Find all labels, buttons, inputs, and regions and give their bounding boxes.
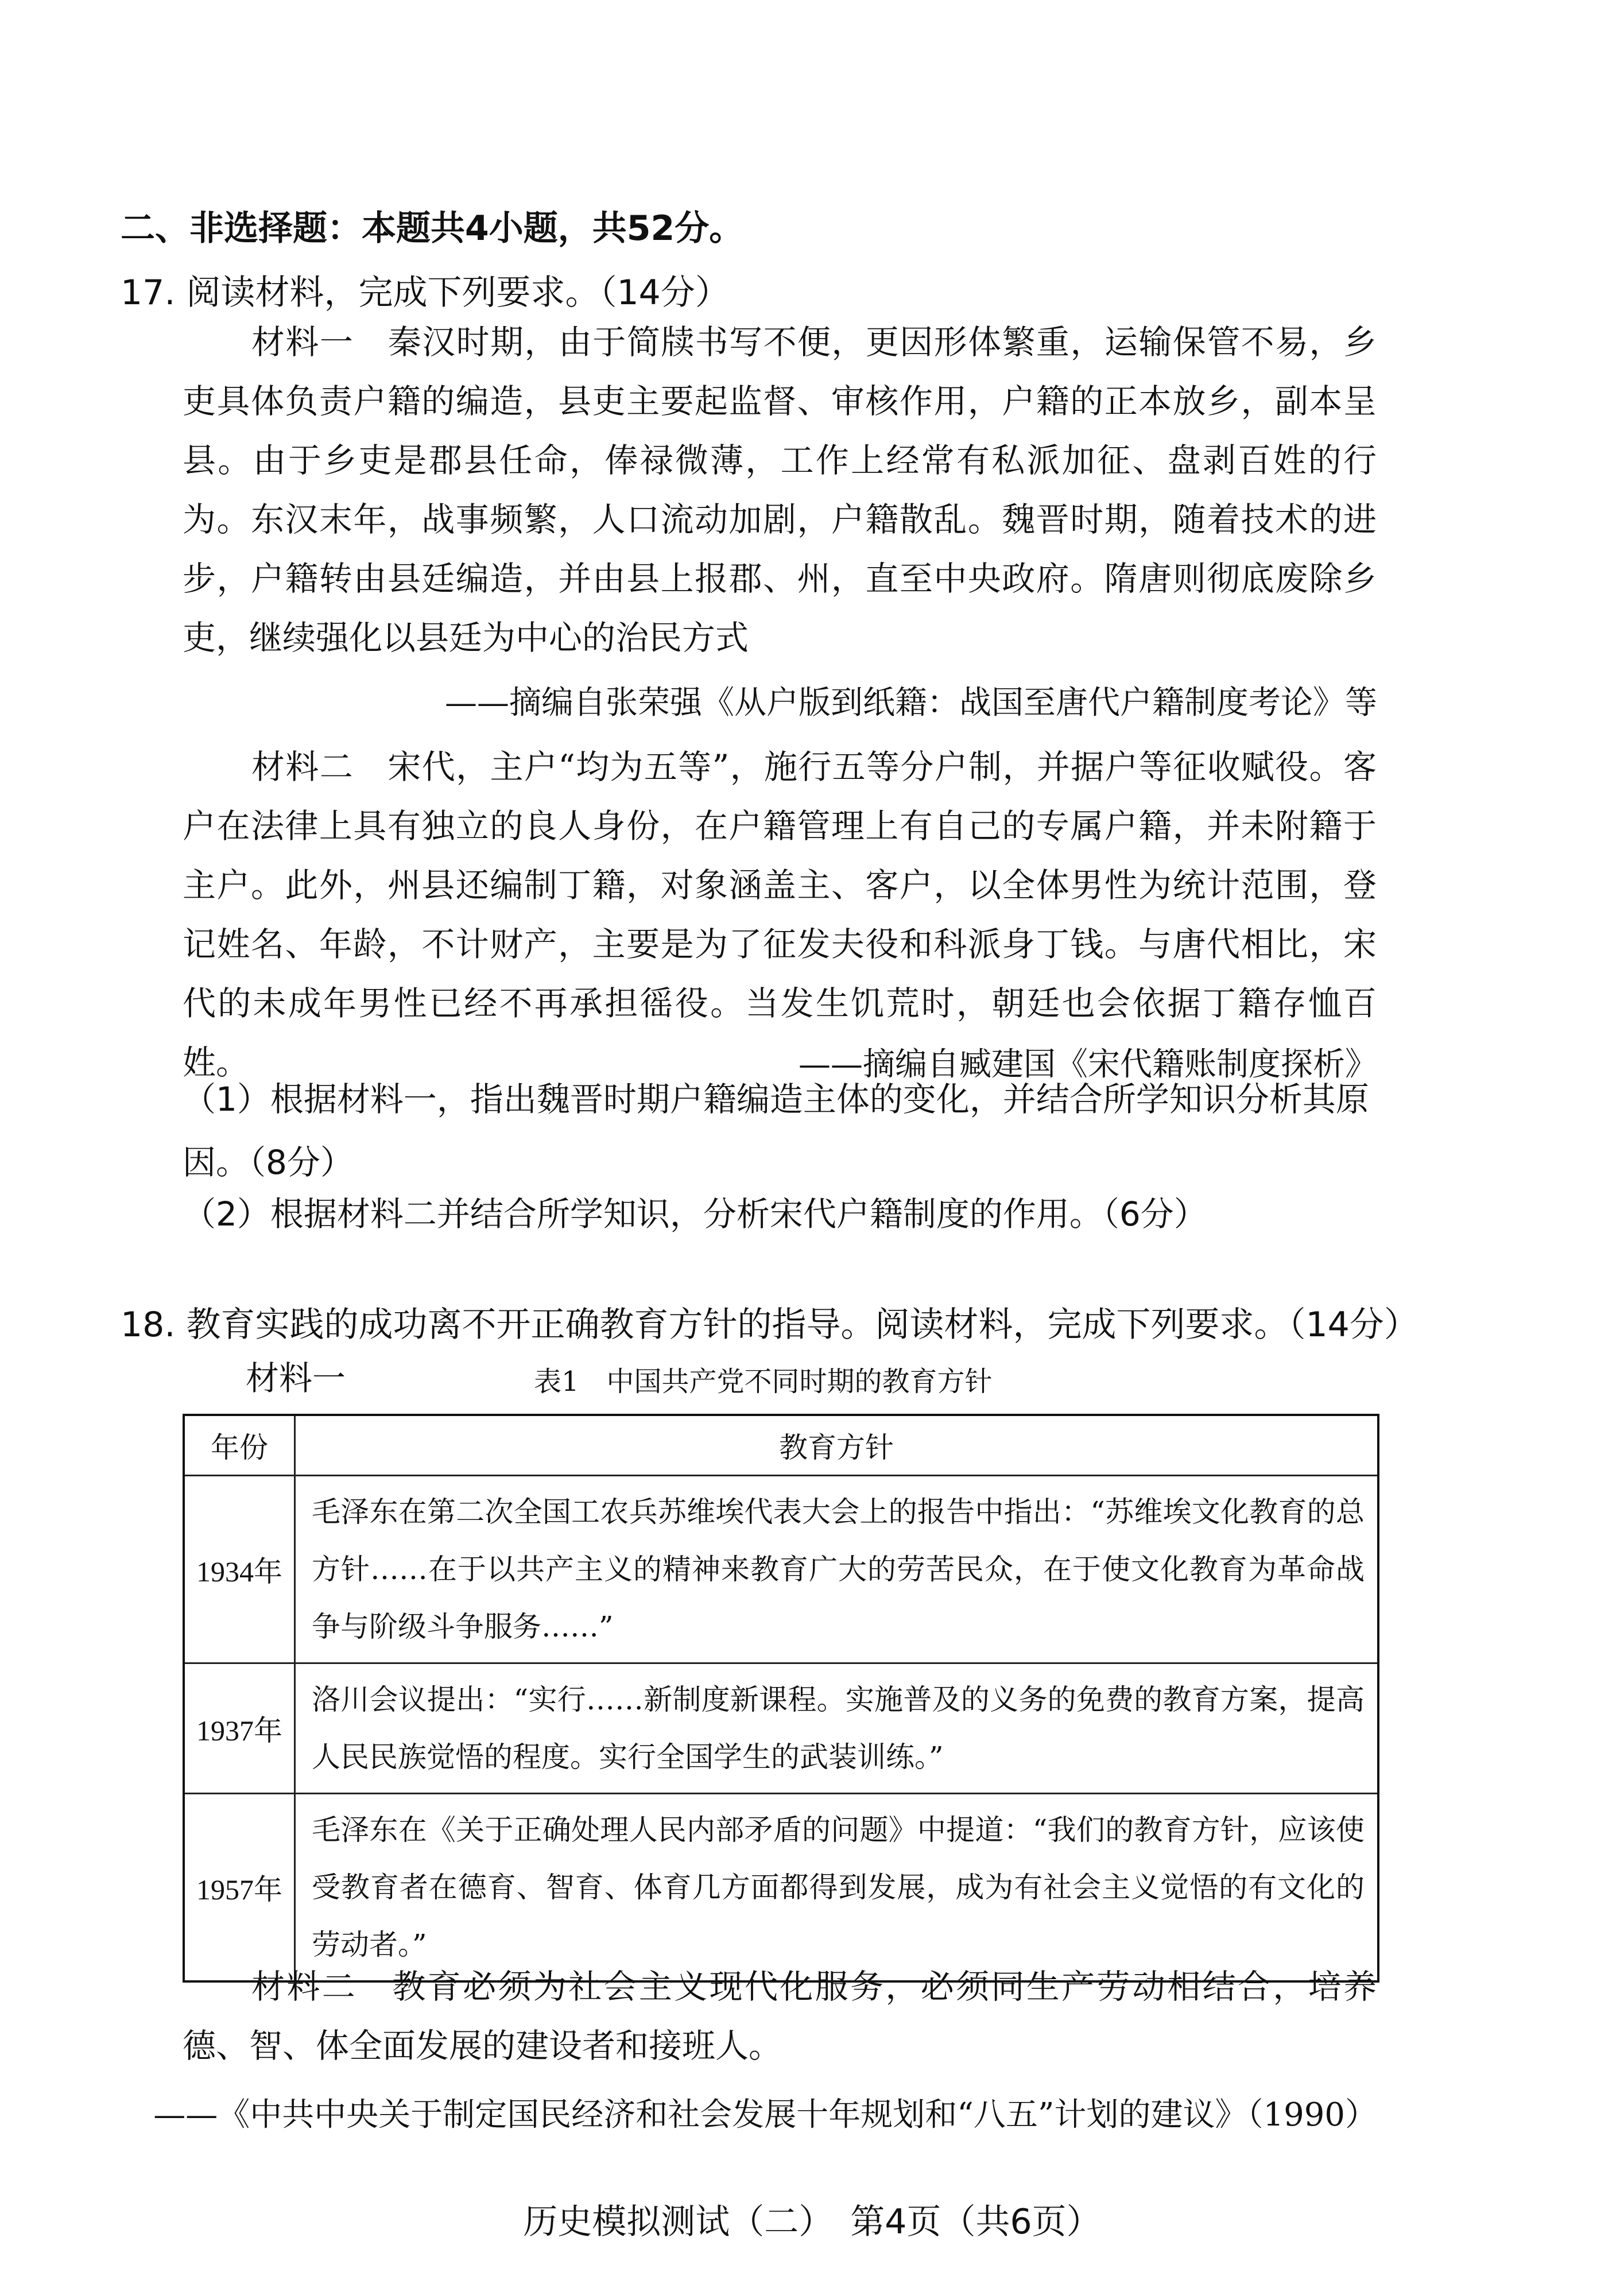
q18-material-1-label: 材料一: [246, 1359, 346, 1398]
table-cell-year: 1937年: [184, 1663, 295, 1794]
q17-material-1: 材料一 秦汉时期，由于简牍书写不便，更因形体繁重，运输保管不易，乡吏具体负责户籍的编造，县吏主要起监督、审核作用，户籍的正本放乡，副本呈县。由于乡吏是郡县任命，俸禄微薄，工作上经常有私派加征、盘剥百姓的行为。东汉末年，战事频繁，人口流动加剧，户籍散乱。魏晋时期，随着技术的进步，户籍转由县廷编造，并由县上报郡、州，直至中央政府。隋唐则彻底废除乡吏，继续强化以县廷为中心的治民方式: [183, 323, 1377, 657]
question-17-stem: 17. 阅读材料，完成下列要求。（14分）: [121, 273, 730, 313]
table-cell-year: 1957年: [184, 1794, 295, 1982]
table-header-row: [184, 1415, 1378, 1476]
table-cell-policy: 毛泽东在《关于正确处理人民内部矛盾的问题》中提道：“我们的教育方针，应该使受教育者在德育、智育、体育几方面都得到发展，成为有社会主义觉悟的有文化的劳动者。”: [295, 1794, 1379, 1982]
q18-material-2-source: ——《中共中央关于制定国民经济和社会发展十年规划和“八五”计划的建议》（1990）: [153, 2096, 1377, 2134]
q18-material-2: 材料二 教育必须为社会主义现代化服务，必须同生产劳动相结合，培养德、智、体全面发展的建设者和接班人。: [183, 1967, 1377, 2065]
table-caption: 表1 中国共产党不同时期的教育方针: [534, 1366, 993, 1398]
table-row: [184, 1663, 1378, 1794]
table-header-year: 年份: [184, 1415, 295, 1476]
education-policy-table: [183, 1414, 1379, 1983]
table-cell-policy: 毛泽东在第二次全国工农兵苏维埃代表大会上的报告中指出：“苏维埃文化教育的总方针……在于以共产主义的精神来教育广大的劳苦民众，在于使文化教育为革命战争与阶级斗争服务……”: [295, 1476, 1379, 1663]
section-header: 二、非选择题：本题共4小题，共52分。: [121, 208, 744, 249]
page-footer: 历史模拟测试（二） 第4页（共6页）: [523, 2202, 1101, 2242]
question-18-stem: 18. 教育实践的成功离不开正确教育方针的指导。阅读材料，完成下列要求。（14分）: [121, 1305, 1418, 1345]
table-row: [184, 1476, 1378, 1663]
table-cell-policy: 洛川会议提出：“实行……新制度新课程。实施普及的义务的免费的教育方案，提高人民民族觉悟的程度。实行全国学生的武装训练。”: [295, 1663, 1379, 1794]
q17-subquestion-2: （2）根据材料二并结合所学知识，分析宋代户籍制度的作用。（6分）: [183, 1194, 1207, 1234]
q17-material-1-source: ——摘编自张荣强《从户版到纸籍：战国至唐代户籍制度考论》等: [445, 684, 1377, 722]
q17-material-2: 材料二 宋代，主户“均为五等”，施行五等分户制，并据户等征收赋役。客户在法律上具有独立的良人身份，在户籍管理上有自己的专属户籍，并未附籍于主户。此外，州县还编制丁籍，对象涵盖主、客户，以全体男性为统计范围，登记姓名、年龄，不计财产，主要是为了征发夫役和科派身丁钱。与唐代相比，宋代的未成年男性已经不再承担徭役。当发生饥荒时，朝廷也会依据丁籍存恤百姓。: [183, 747, 1377, 1082]
q17-subquestion-1: （1）根据材料一，指出魏晋时期户籍编造主体的变化，并结合所学知识分析其原因。（8分）: [183, 1080, 1369, 1182]
table-header-policy: 教育方针: [295, 1415, 1379, 1476]
q17-material-2-source: ——摘编自臧建国《宋代籍账制度探析》: [799, 1046, 1377, 1083]
table-cell-year: 1934年: [184, 1476, 295, 1663]
table-row: [184, 1794, 1378, 1982]
